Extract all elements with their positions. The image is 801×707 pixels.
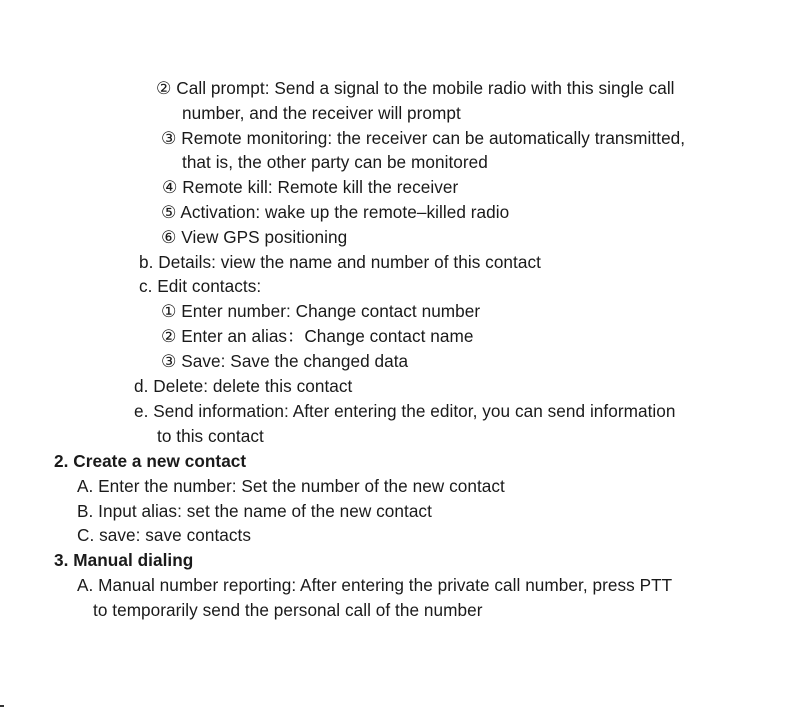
- details-line: b. Details: view the name and number of this contact: [139, 252, 541, 272]
- create-input-alias-line: B. Input alias: set the name of the new contact: [77, 501, 432, 521]
- create-enter-number-line: A. Enter the number: Set the number of the new contact: [77, 476, 505, 496]
- remote-monitoring-continuation: that is, the other party can be monitored: [182, 152, 488, 172]
- create-contact-heading: 2. Create a new contact: [54, 451, 247, 471]
- call-prompt-continuation: number, and the receiver will prompt: [182, 103, 461, 123]
- edit-enter-alias-line: ② Enter an alias：Change contact name: [161, 326, 474, 346]
- edit-contacts-heading: c. Edit contacts:: [139, 276, 262, 296]
- edit-save-line: ③ Save: Save the changed data: [161, 351, 409, 371]
- call-prompt-line: ② Call prompt: Send a signal to the mobile radio with this single call: [156, 78, 675, 98]
- delete-line: d. Delete: delete this contact: [134, 376, 353, 396]
- manual-number-reporting-line: A. Manual number reporting: After entering the private call number, press PTT: [77, 575, 673, 595]
- activation-line: ⑤ Activation: wake up the remote–killed radio: [161, 202, 510, 222]
- send-information-line: e. Send information: After entering the editor, you can send information: [134, 401, 676, 421]
- create-save-line: C. save: save contacts: [77, 525, 252, 545]
- manual-dialing-heading: 3. Manual dialing: [54, 550, 194, 570]
- view-gps-line: ⑥ View GPS positioning: [161, 227, 348, 247]
- remote-monitoring-line: ③ Remote monitoring: the receiver can be automatically transmitted,: [161, 128, 686, 148]
- edit-enter-number-line: ① Enter number: Change contact number: [161, 301, 481, 321]
- send-information-continuation: to this contact: [157, 426, 264, 446]
- manual-number-reporting-continuation: to temporarily send the personal call of the number: [93, 600, 483, 620]
- remote-kill-line: ④ Remote kill: Remote kill the receiver: [162, 177, 459, 197]
